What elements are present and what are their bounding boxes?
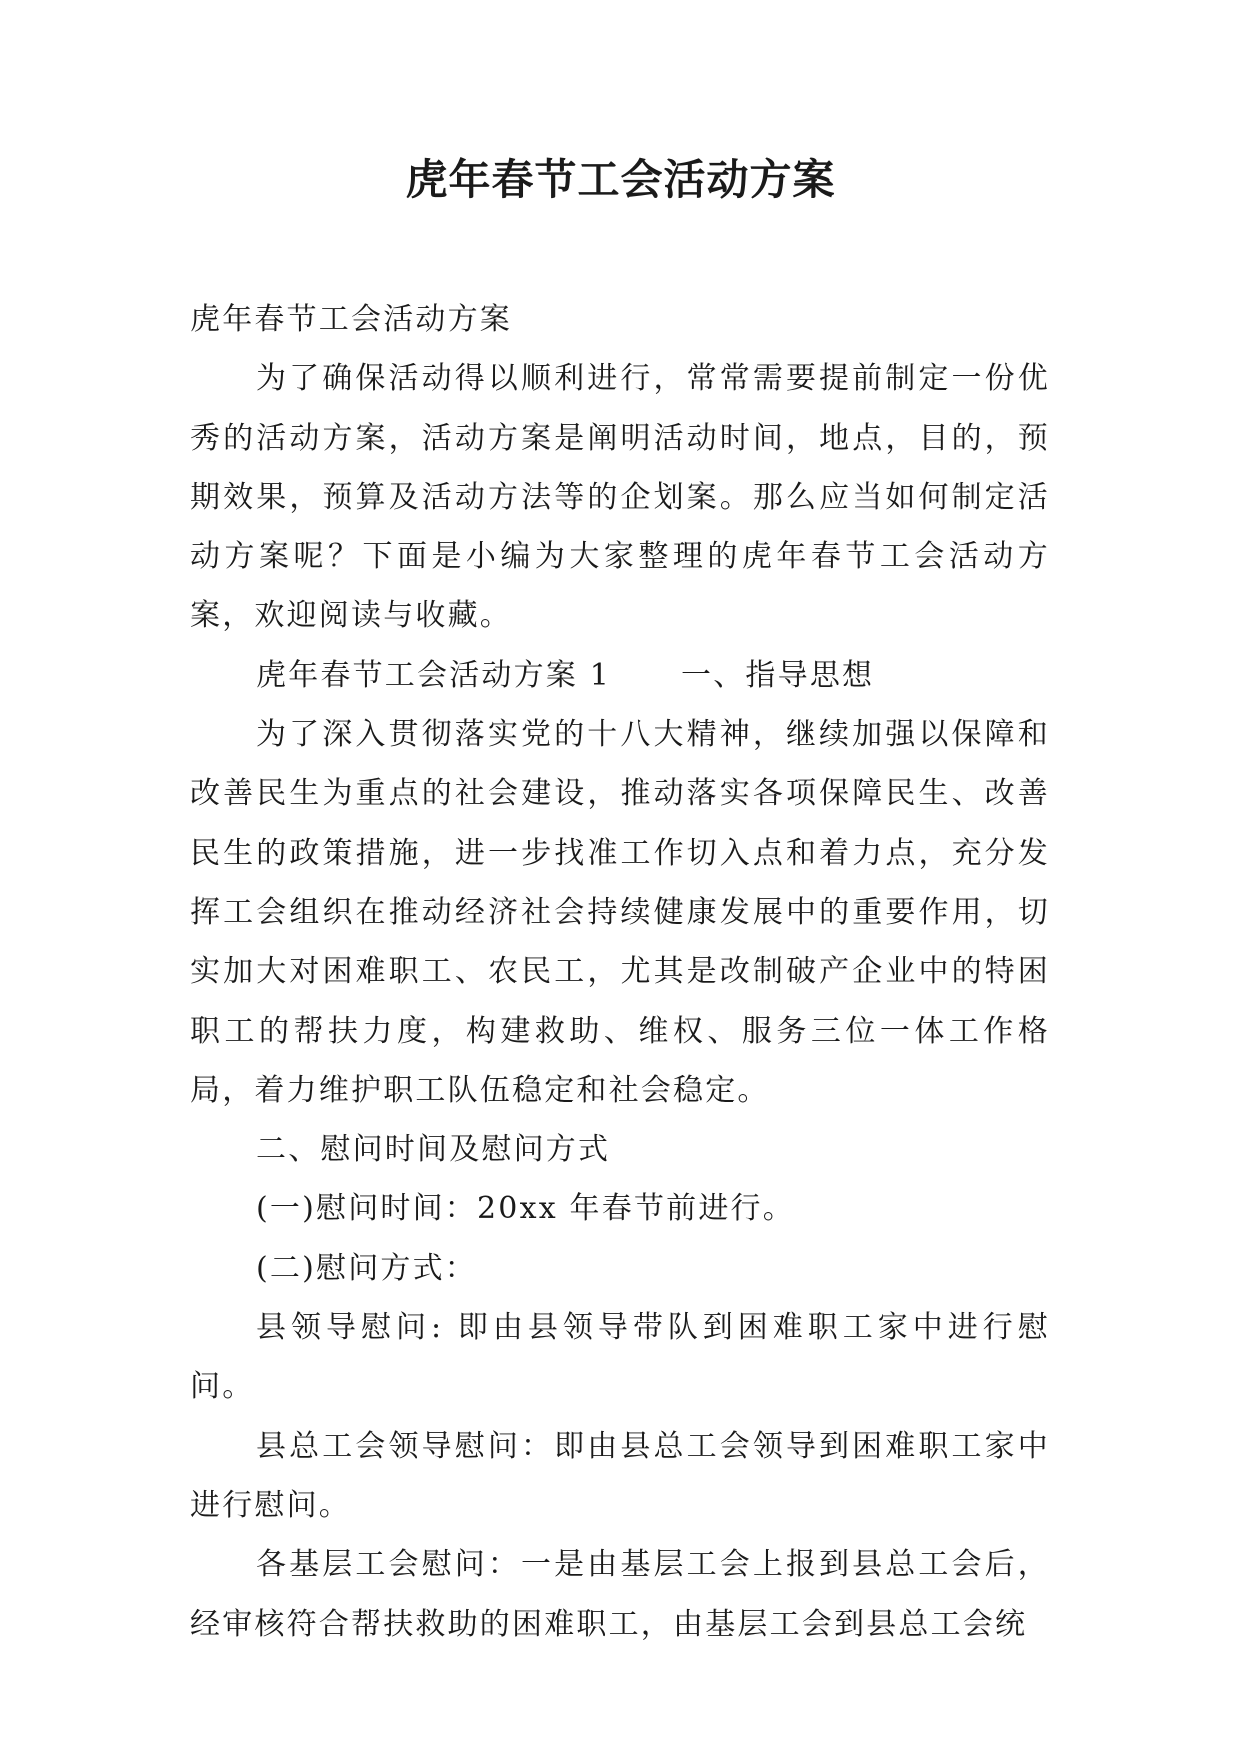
time-item: (一)慰问时间：20xx 年春节前进行。 xyxy=(256,1191,795,1227)
section-2-heading: 二、慰问时间及慰问方式 xyxy=(256,1132,611,1168)
document-subtitle: 虎年春节工会活动方案 xyxy=(190,302,512,337)
county-leader-paragraph: 县领导慰问: 即由县领导带队到困难职工家中进行慰问。 xyxy=(190,1310,1050,1405)
section-1-label: 虎年春节工会活动方案 1 xyxy=(256,657,612,693)
document-title: 虎年春节工会活动方案 xyxy=(405,155,836,204)
section-1-line xyxy=(190,646,1050,705)
section-1-heading: 一、指导思想 xyxy=(681,657,875,693)
intro-paragraph: 为了确保活动得以顺利进行，常常需要提前制定一份优秀的活动方案，活动方案是阐明活动时间，地点，目的，预期效果，预算及活动方法等的企划案。那么应当如何制定活动方案呢？下面是小编为大家整理的虎年春节工会活动方案，欢迎阅读与收藏。 xyxy=(190,361,1050,634)
guiding-thought-paragraph: 为了深入贯彻落实党的十八大精神，继续加强以保障和改善民生为重点的社会建设，推动落实各项保障民生、改善民生的政策措施，进一步找准工作切入点和着力点，充分发挥工会组织在推动经济社会持续健康发展中的重要作用，切实加大对困难职工、农民工，尤其是改制破产企业中的特困职工的帮扶力度，构建救助、维权、服务三位一体工作格局，着力维护职工队伍稳定和社会稳定。 xyxy=(190,717,1050,1108)
grassroots-paragraph: 各基层工会慰问：一是由基层工会上报到县总工会后，经审核符合帮扶救助的困难职工，由基层工会到县总工会统 xyxy=(190,1547,1050,1642)
method-item: (二)慰问方式： xyxy=(256,1250,478,1286)
document-body xyxy=(190,290,1050,1654)
union-leader-paragraph: 县总工会领导慰问：即由县总工会领导到困难职工家中进行慰问。 xyxy=(190,1428,1050,1523)
